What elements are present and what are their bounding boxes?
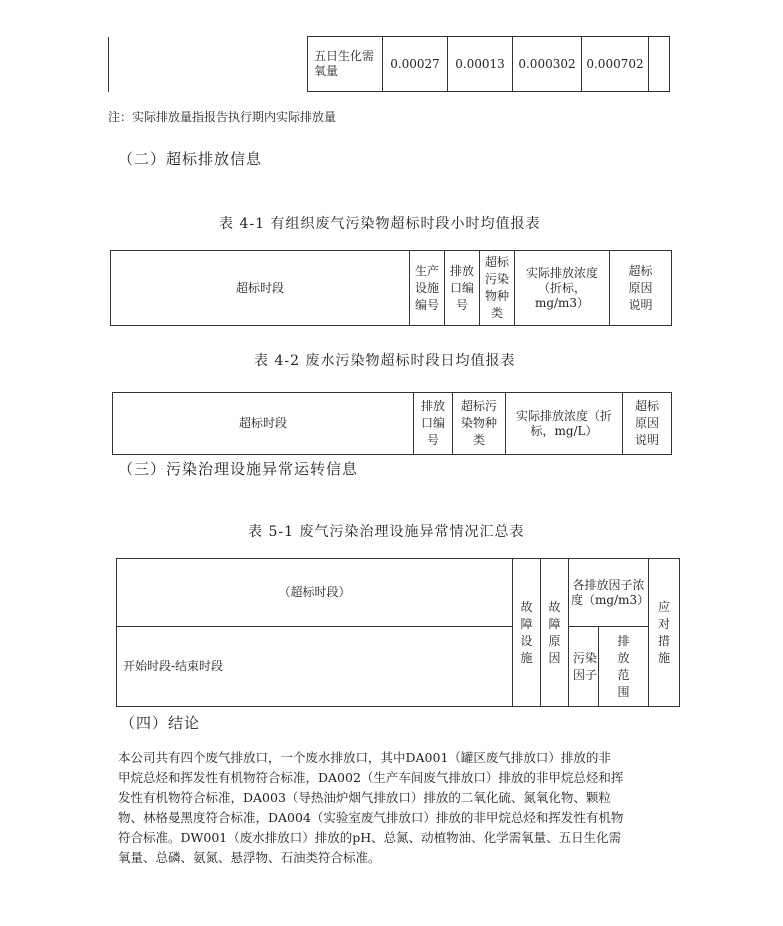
table-4-2-caption: 表 4-2 废水污染物超标时段日均值报表 <box>254 353 516 369</box>
header-cell: 实际排放浓度（折标，mg/m3） <box>515 251 610 326</box>
header-text: 超标污染物种类 <box>460 399 497 447</box>
concentration-header: 各排放因子浓度（mg/m3） <box>569 559 649 627</box>
top-table <box>108 36 670 92</box>
header-cell <box>623 393 672 455</box>
fault-reason-header <box>541 559 569 707</box>
header-text: 超标污染物种类 <box>484 255 509 320</box>
conclusion-line: 本公司共有四个废气排放口，一个废水排放口，其中DA001（罐区废气排放口）排放的非 <box>118 750 611 765</box>
header-cell <box>453 393 506 455</box>
header-text: 排放口编号 <box>420 399 445 447</box>
header-cell <box>414 393 453 455</box>
range-header <box>599 627 649 707</box>
header-cell: 超标时段 <box>111 251 410 326</box>
fault-facility-header <box>513 559 541 707</box>
table-5-1-caption: 表 5-1 废气污染治理设施异常情况汇总表 <box>248 524 525 540</box>
header-cell: 实际排放浓度（折标，mg/L） <box>506 393 623 455</box>
table-5-1 <box>116 558 680 707</box>
table-4-1-caption: 表 4-1 有组织废气污染物超标时段小时均值报表 <box>219 216 541 232</box>
period-subheader: 开始时段-结束时段 <box>117 627 513 707</box>
header-text: 污染因子 <box>572 650 597 682</box>
conclusion-line: 甲烷总烃和挥发性有机物符合标准，DA002（生产车间废气排放口）排放的非甲烷总烃和挥 <box>118 770 624 785</box>
conclusion-paragraph <box>118 748 718 868</box>
header-text: 故障设施 <box>520 599 533 665</box>
top-table-value: 0.000302 <box>513 37 582 92</box>
header-text: 生产设施编号 <box>414 263 439 312</box>
note: 注：实际排放量指报告执行期内实际排放量 <box>108 110 337 124</box>
period-header: （超标时段） <box>117 559 513 627</box>
header-cell <box>410 251 445 326</box>
top-table-item: 五日生化需氧量 <box>308 37 383 92</box>
conclusion-line: 符合标准。DW001（废水排放口）排放的pH、总氮、动植物油、化学需氧量、五日生化需 <box>118 830 622 845</box>
header-text: 超标原因说明 <box>634 399 659 447</box>
conclusion-line: 物、林格曼黑度符合标准，DA004（实验室废气排放口）排放的非甲烷总烃和挥发性有机物 <box>118 810 624 825</box>
header-cell <box>610 251 672 326</box>
measures-header <box>649 559 680 707</box>
conclusion-line: 氧量、总磷、氨氮、悬浮物、石油类符合标准。 <box>118 850 381 865</box>
top-table-value: 0.000702 <box>582 37 649 92</box>
top-table-value <box>649 37 670 92</box>
header-text: 故障原因 <box>548 599 561 665</box>
top-table-value: 0.00013 <box>448 37 513 92</box>
header-text: 排放范围 <box>617 633 630 699</box>
section4-title: （四）结论 <box>120 714 201 732</box>
top-table-blank <box>109 37 308 92</box>
table-4-1 <box>110 250 672 326</box>
table-4-2 <box>112 392 672 455</box>
header-cell <box>480 251 515 326</box>
top-table-value: 0.00027 <box>383 37 448 92</box>
conclusion-line: 发性有机物符合标准，DA003（导热油炉烟气排放口）排放的二氧化硫、氮氧化物、颗粒 <box>118 790 611 805</box>
header-text: 应对措施 <box>657 599 670 665</box>
header-text: 排放口编号 <box>449 263 474 312</box>
section3-title: （三）污染治理设施异常运转信息 <box>118 460 359 478</box>
section2-title: （二）超标排放信息 <box>118 150 263 168</box>
pollutant-header <box>569 627 599 707</box>
header-cell: 超标时段 <box>113 393 414 455</box>
header-text: 超标原因说明 <box>628 263 653 312</box>
header-cell <box>445 251 480 326</box>
